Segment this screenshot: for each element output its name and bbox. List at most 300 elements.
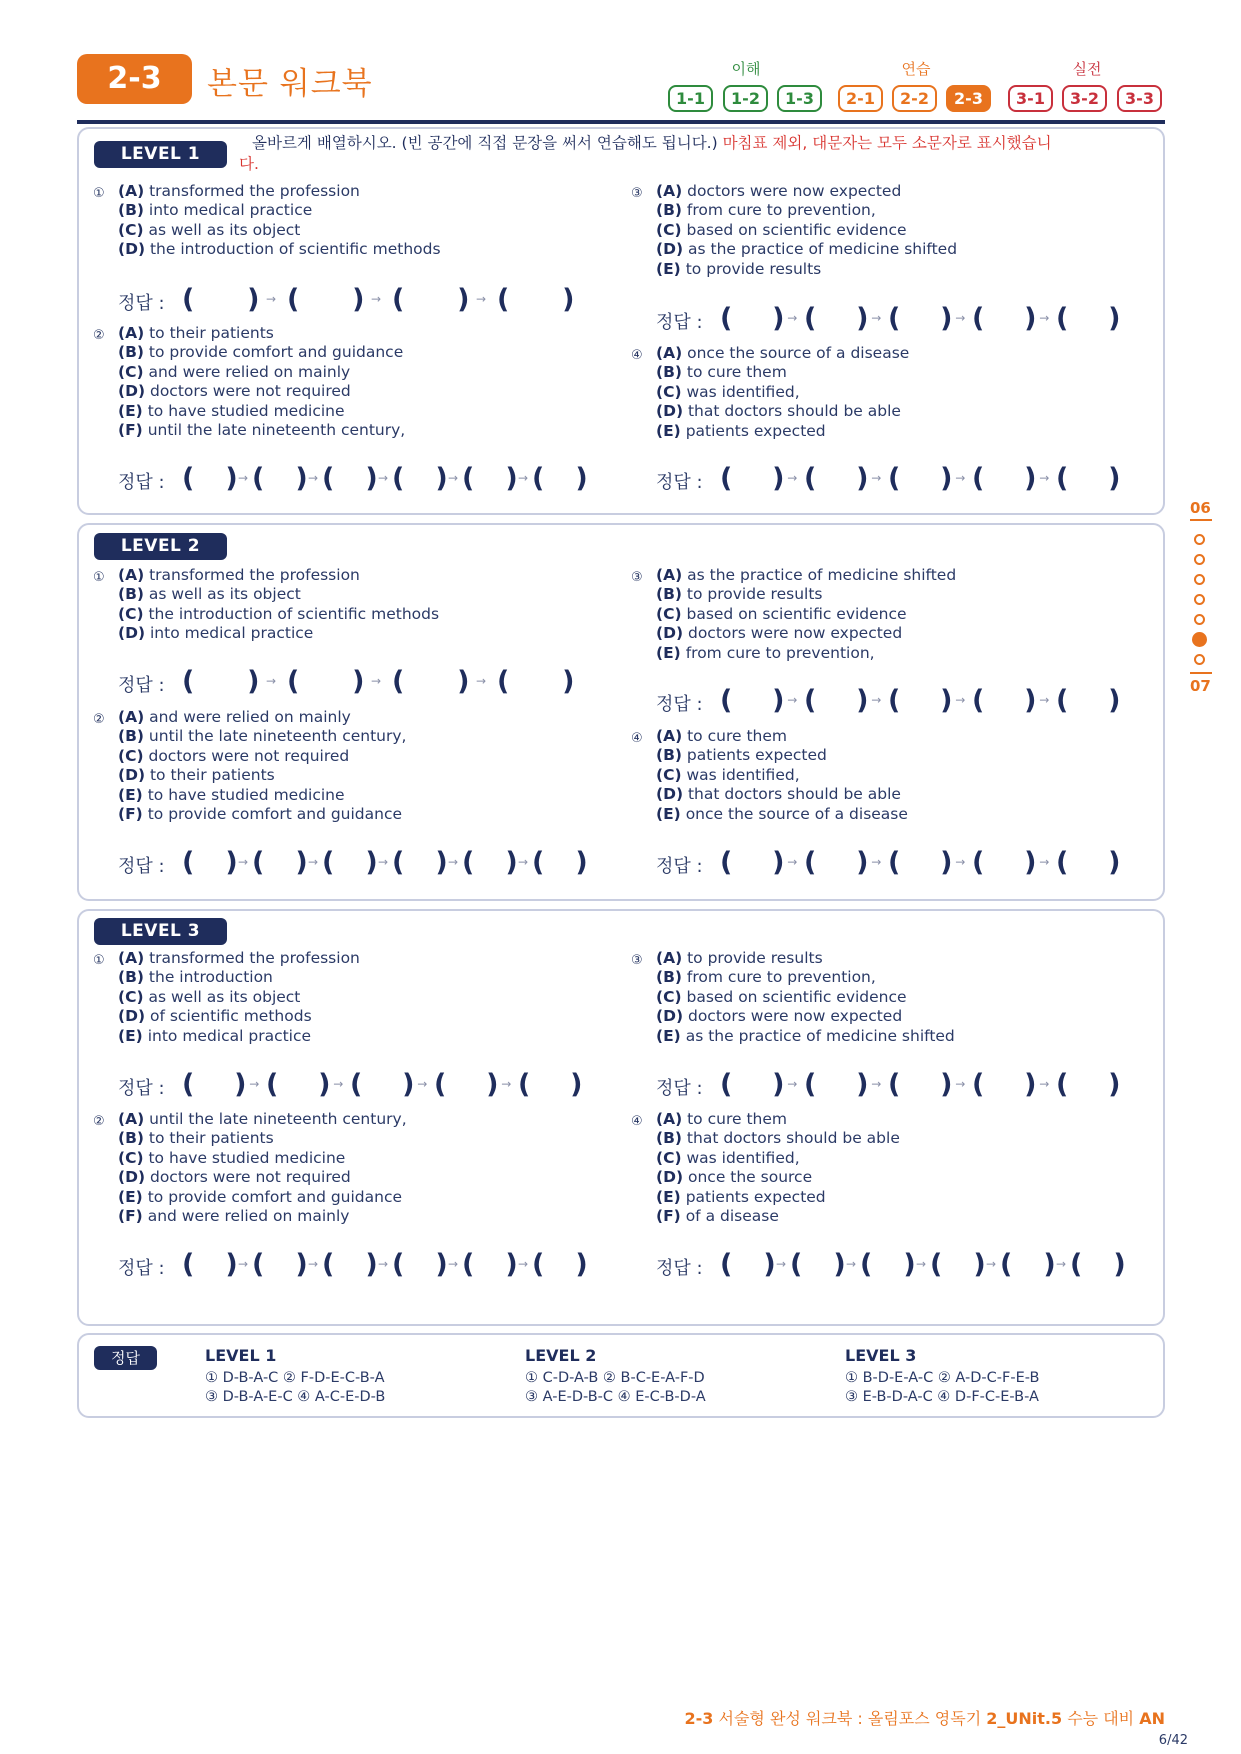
answer-slot-open[interactable]: ( (888, 463, 901, 494)
answer-slot-close[interactable]: ) (856, 847, 869, 878)
option-text: into medical practice (147, 1026, 312, 1045)
option-letter: (E) (118, 1187, 143, 1206)
answer-slot-close[interactable]: ) (903, 1249, 916, 1280)
answer-slot-close[interactable]: ) (856, 685, 869, 716)
option-row (656, 644, 956, 663)
arrow-icon: → (776, 1257, 787, 1271)
answer-slot-open[interactable]: ( (930, 1249, 943, 1280)
answer-slot-close[interactable]: ) (772, 685, 785, 716)
option-row (656, 988, 955, 1007)
option-row (656, 1149, 900, 1168)
option-row (656, 566, 956, 585)
arrow-icon: → (871, 855, 882, 869)
answer-slot-open[interactable]: ( (434, 1069, 447, 1100)
option-letter: (A) (656, 566, 683, 584)
option-row (118, 1027, 360, 1046)
option-text: patients expected (686, 746, 827, 765)
option-row (656, 1129, 900, 1148)
answer-slot-close[interactable]: ) (1024, 303, 1037, 334)
answer-slot-open[interactable]: ( (972, 463, 985, 494)
option-letter: (E) (656, 804, 681, 823)
answer-slot-open[interactable]: ( (972, 1069, 985, 1100)
option-row (656, 766, 908, 785)
answer-label: 정답 : (656, 472, 703, 493)
side-divider-bottom (1190, 672, 1212, 674)
chip-2-2[interactable]: 2-2 (892, 85, 937, 112)
arrow-icon: → (986, 1257, 997, 1271)
chip-3-3[interactable]: 3-3 (1117, 85, 1162, 112)
option-text: from cure to prevention, (685, 643, 875, 662)
option-letter: (A) (656, 727, 683, 745)
arrow-icon: → (476, 674, 487, 688)
answer-slot-open[interactable]: ( (287, 284, 300, 315)
arrow-icon: → (378, 1257, 389, 1271)
option-letter: (A) (118, 324, 145, 342)
option-letter: (C) (656, 604, 682, 623)
key-level-2-title: LEVEL 2 (525, 1346, 597, 1365)
option-letter: (A) (118, 182, 145, 200)
answer-slot-close[interactable]: ) (940, 685, 953, 716)
option-letter: (C) (118, 220, 144, 239)
option-row (118, 624, 439, 643)
answer-slot-open[interactable]: ( (804, 685, 817, 716)
answer-slot-close[interactable]: ) (570, 1069, 583, 1100)
answer-slot-open[interactable]: ( (720, 463, 733, 494)
answer-label: 정답 : (656, 856, 703, 877)
answer-slot-open[interactable]: ( (392, 1249, 405, 1280)
arrow-icon: → (846, 1257, 857, 1271)
option-text: patients expected (685, 421, 826, 440)
answer-slot-open[interactable]: ( (322, 847, 335, 878)
option-letter: (C) (656, 765, 682, 784)
option-text: that doctors should be able (687, 402, 901, 421)
option-letter: (A) (656, 182, 683, 200)
option-letter: (C) (656, 1148, 682, 1167)
answer-label: 정답 : (656, 312, 703, 333)
arrow-icon: → (787, 471, 798, 485)
arrow-icon: → (238, 1257, 249, 1271)
option-letter: (B) (118, 201, 144, 220)
option-text: into medical practice (148, 201, 313, 220)
answer-slot-close[interactable]: ) (1024, 685, 1037, 716)
arrow-icon: → (333, 1077, 344, 1091)
answer-slot-close[interactable]: ) (973, 1249, 986, 1280)
option-row (118, 324, 405, 343)
answer-label: 정답 : (118, 675, 165, 696)
arrow-icon: → (448, 1257, 459, 1271)
option-text: was identified, (686, 765, 800, 784)
option-row (656, 402, 909, 421)
answer-slot-close[interactable]: ) (435, 1249, 448, 1280)
answer-slot-open[interactable]: ( (518, 1069, 531, 1100)
option-text: transformed the profession (149, 182, 360, 200)
answer-slot-open[interactable]: ( (804, 303, 817, 334)
instruction-note-wrap: 다. (239, 155, 259, 173)
chip-1-3[interactable]: 1-3 (777, 85, 822, 112)
answer-slot-close[interactable]: ) (365, 1249, 378, 1280)
answer-slot-close[interactable]: ) (856, 1069, 869, 1100)
option-letter: (D) (118, 1007, 146, 1026)
answer-slot-open[interactable]: ( (392, 463, 405, 494)
arrow-icon: → (417, 1077, 428, 1091)
answer-slot-open[interactable]: ( (804, 463, 817, 494)
level-2-badge: LEVEL 2 (94, 533, 227, 560)
answer-slot-open[interactable]: ( (1056, 685, 1069, 716)
option-text: to have studied medicine (148, 1148, 346, 1167)
level-3-question-2 (631, 949, 955, 1046)
answer-slot-open[interactable]: ( (720, 1069, 733, 1100)
answer-slot-open[interactable]: ( (860, 1249, 873, 1280)
option-row (118, 585, 439, 604)
answer-slot-close[interactable]: ) (575, 847, 588, 878)
section-badge: 2-3 (77, 54, 192, 104)
question-number: ② (93, 328, 105, 343)
answer-slot-open[interactable]: ( (462, 463, 475, 494)
option-row (656, 746, 908, 765)
level-1-question-3 (93, 324, 406, 440)
chip-1-2[interactable]: 1-2 (723, 85, 768, 112)
answer-slot-close[interactable]: ) (833, 1249, 846, 1280)
chip-3-2[interactable]: 3-2 (1062, 85, 1107, 112)
question-number: ① (93, 953, 105, 968)
option-text: to provide comfort and guidance (147, 1187, 403, 1206)
answer-slot-open[interactable]: ( (1070, 1249, 1083, 1280)
answer-slot-open[interactable]: ( (462, 847, 475, 878)
option-letter: (D) (656, 624, 684, 643)
side-divider-top (1190, 519, 1212, 521)
arrow-icon: → (955, 471, 966, 485)
answer-slot-close[interactable]: ) (295, 463, 308, 494)
side-index-top: 06 (1190, 499, 1211, 517)
answer-label: 정답 : (656, 1078, 703, 1099)
option-text: and were relied on mainly (149, 708, 351, 726)
answer-slot-close[interactable]: ) (457, 284, 470, 315)
option-row (118, 1110, 407, 1129)
answer-slot-close[interactable]: ) (856, 303, 869, 334)
answer-slot-open[interactable]: ( (532, 463, 545, 494)
answer-slot-open[interactable]: ( (804, 1069, 817, 1100)
answer-slot-close[interactable]: ) (940, 303, 953, 334)
answer-slot-close[interactable]: ) (772, 1069, 785, 1100)
option-letter: (E) (118, 785, 143, 804)
page-number: 6/42 (1158, 1733, 1188, 1748)
answer-slot-close[interactable]: ) (505, 1249, 518, 1280)
answer-slot-open[interactable]: ( (1056, 463, 1069, 494)
answer-slot-close[interactable]: ) (247, 666, 260, 697)
answer-slot-close[interactable]: ) (225, 847, 238, 878)
level-2-answer-line-2[interactable] (656, 685, 1121, 717)
answer-slot-close[interactable]: ) (1024, 463, 1037, 494)
answer-slot-open[interactable]: ( (1056, 303, 1069, 334)
answer-slot-open[interactable]: ( (252, 463, 265, 494)
option-row (656, 201, 957, 220)
option-text: based on scientific evidence (686, 220, 907, 239)
level-2-answer-line-3[interactable] (118, 847, 588, 879)
answer-slot-close[interactable]: ) (365, 847, 378, 878)
option-row (118, 968, 360, 987)
arrow-icon: → (378, 471, 389, 485)
answer-slot-open[interactable]: ( (266, 1069, 279, 1100)
level-2-question-4 (631, 727, 908, 824)
answer-slot-open[interactable]: ( (888, 685, 901, 716)
option-row (656, 344, 909, 363)
option-letter: (A) (118, 1110, 145, 1128)
answer-slot-open[interactable]: ( (720, 847, 733, 878)
level-1-question-2 (631, 182, 958, 279)
answer-slot-close[interactable]: ) (486, 1069, 499, 1100)
arrow-icon: → (266, 292, 277, 306)
option-row (118, 1149, 407, 1168)
answer-slot-open[interactable]: ( (392, 284, 405, 315)
answer-slot-open[interactable]: ( (350, 1069, 363, 1100)
question-number: ④ (631, 348, 643, 363)
answer-slot-open[interactable]: ( (322, 463, 335, 494)
side-dot-5 (1194, 614, 1205, 625)
option-letter: (D) (656, 240, 684, 259)
answer-slot-open[interactable]: ( (182, 1249, 195, 1280)
option-row (656, 585, 956, 604)
option-letter: (D) (656, 1168, 684, 1187)
option-text: the introduction (148, 968, 273, 987)
option-text: to cure them (687, 727, 787, 745)
option-row (118, 708, 406, 727)
answer-slot-open[interactable]: ( (532, 1249, 545, 1280)
answer-slot-open[interactable]: ( (888, 303, 901, 334)
answer-slot-open[interactable]: ( (720, 685, 733, 716)
side-dot-1 (1194, 534, 1205, 545)
answer-slot-close[interactable]: ) (505, 463, 518, 494)
answer-slot-close[interactable]: ) (234, 1069, 247, 1100)
answer-slot-close[interactable]: ) (1113, 1249, 1126, 1280)
option-text: to provide results (687, 949, 823, 967)
arrow-icon: → (249, 1077, 260, 1091)
level-1-answer-line-2[interactable] (656, 303, 1121, 335)
question-number: ④ (631, 731, 643, 746)
chip-1-1[interactable]: 1-1 (668, 85, 713, 112)
answer-slot-open[interactable]: ( (392, 666, 405, 697)
arrow-icon: → (787, 1077, 798, 1091)
answer-slot-close[interactable]: ) (1108, 1069, 1121, 1100)
option-text: and were relied on mainly (148, 362, 351, 381)
option-row (118, 363, 405, 382)
option-row (118, 949, 360, 968)
answer-slot-close[interactable]: ) (1108, 463, 1121, 494)
level-3-answer-line-4[interactable] (656, 1249, 1126, 1281)
level-1-answer-line-4[interactable] (656, 463, 1121, 495)
arrow-icon: → (1039, 1077, 1050, 1091)
answer-slot-close[interactable]: ) (772, 463, 785, 494)
answer-slot-close[interactable]: ) (1108, 685, 1121, 716)
option-text: the introduction of scientific methods (149, 240, 441, 259)
level-2-question-3 (93, 708, 407, 824)
option-row (656, 383, 909, 402)
answer-slot-open[interactable]: ( (287, 666, 300, 697)
answer-slot-open[interactable]: ( (804, 847, 817, 878)
answer-slot-close[interactable]: ) (940, 847, 953, 878)
arrow-icon: → (371, 292, 382, 306)
answer-slot-close[interactable]: ) (1024, 847, 1037, 878)
chip-2-3[interactable]: 2-3 (946, 85, 991, 112)
chip-3-1[interactable]: 3-1 (1008, 85, 1053, 112)
option-text: was identified, (686, 1148, 800, 1167)
level-2-answer-line-1[interactable] (118, 666, 575, 698)
answer-slot-close[interactable]: ) (225, 1249, 238, 1280)
answer-slot-close[interactable]: ) (772, 847, 785, 878)
option-row (118, 421, 405, 440)
level-1-answer-line-3[interactable] (118, 463, 588, 495)
option-text: to have studied medicine (147, 401, 345, 420)
answer-slot-open[interactable]: ( (888, 1069, 901, 1100)
answer-slot-close[interactable]: ) (856, 463, 869, 494)
option-text: doctors were not required (149, 1168, 351, 1187)
arrow-icon: → (308, 1257, 319, 1271)
answer-slot-close[interactable]: ) (575, 1249, 588, 1280)
key-level-3-title: LEVEL 3 (845, 1346, 917, 1365)
page-title: 본문 워크북 (207, 66, 373, 102)
arrow-icon: → (378, 855, 389, 869)
option-text: to cure them (687, 1110, 787, 1128)
option-text: until the late nineteenth century, (148, 727, 407, 746)
level-3-answer-line-1[interactable] (118, 1069, 583, 1101)
question-number: ② (93, 1114, 105, 1129)
key-level-3-line-2: ③ E-B-D-A-C ④ D-F-C-E-B-A (845, 1389, 1039, 1405)
answer-slot-close[interactable]: ) (352, 284, 365, 315)
instruction-text: 올바르게 배열하시오. (빈 공간에 직접 문장을 써서 연습해도 됩니다.) (252, 134, 718, 152)
answer-slot-close[interactable]: ) (457, 666, 470, 697)
option-row (656, 1207, 900, 1226)
answer-slot-open[interactable]: ( (497, 284, 510, 315)
answer-slot-close[interactable]: ) (763, 1249, 776, 1280)
answer-slot-open[interactable]: ( (790, 1249, 803, 1280)
answer-slot-close[interactable]: ) (1108, 303, 1121, 334)
option-letter: (C) (656, 987, 682, 1006)
answer-slot-open[interactable]: ( (972, 847, 985, 878)
option-letter: (C) (118, 1148, 144, 1167)
answer-slot-open[interactable]: ( (182, 284, 195, 315)
answer-slot-close[interactable]: ) (295, 847, 308, 878)
arrow-icon: → (308, 471, 319, 485)
option-text: as well as its object (148, 987, 301, 1006)
answer-slot-open[interactable]: ( (720, 1249, 733, 1280)
option-letter: (C) (656, 382, 682, 401)
answer-slot-close[interactable]: ) (225, 463, 238, 494)
answer-slot-close[interactable]: ) (247, 284, 260, 315)
option-letter: (E) (656, 421, 681, 440)
arrow-icon: → (238, 471, 249, 485)
answer-slot-open[interactable]: ( (252, 847, 265, 878)
answer-slot-open[interactable]: ( (1000, 1249, 1013, 1280)
question-number: ① (93, 570, 105, 585)
answer-slot-close[interactable]: ) (1024, 1069, 1037, 1100)
option-row (656, 1110, 900, 1129)
answer-slot-close[interactable]: ) (435, 847, 448, 878)
option-letter: (B) (118, 343, 144, 362)
answer-slot-close[interactable]: ) (940, 463, 953, 494)
answer-slot-open[interactable]: ( (182, 463, 195, 494)
level-3-question-1 (93, 949, 360, 1046)
option-text: to their patients (149, 766, 275, 785)
answer-slot-close[interactable]: ) (352, 666, 365, 697)
option-letter: (B) (656, 746, 682, 765)
group-label-practice: 연습 (901, 60, 931, 78)
answer-slot-open[interactable]: ( (462, 1249, 475, 1280)
option-row (118, 1129, 407, 1148)
arrow-icon: → (871, 471, 882, 485)
arrow-icon: → (955, 855, 966, 869)
option-letter: (A) (118, 949, 145, 967)
option-row (656, 1027, 955, 1046)
option-row (656, 1188, 900, 1207)
arrow-icon: → (1039, 693, 1050, 707)
option-letter: (D) (118, 624, 146, 643)
answer-slot-open[interactable]: ( (972, 685, 985, 716)
level-1-answer-line-1[interactable] (118, 284, 575, 316)
answer-slot-open[interactable]: ( (888, 847, 901, 878)
answer-slot-close[interactable]: ) (295, 1249, 308, 1280)
answer-slot-close[interactable]: ) (940, 1069, 953, 1100)
answer-label: 정답 : (118, 472, 165, 493)
option-row (656, 785, 908, 804)
option-letter: (D) (118, 240, 146, 259)
answer-slot-close[interactable]: ) (575, 463, 588, 494)
option-letter: (B) (118, 585, 144, 604)
answer-slot-open[interactable]: ( (322, 1249, 335, 1280)
arrow-icon: → (787, 693, 798, 707)
answer-slot-close[interactable]: ) (562, 284, 575, 315)
answer-slot-open[interactable]: ( (720, 303, 733, 334)
answer-slot-open[interactable]: ( (532, 847, 545, 878)
option-text: to provide results (686, 585, 823, 604)
side-dot-3 (1194, 574, 1205, 585)
option-letter: (E) (118, 1026, 143, 1045)
level-3-answer-line-3[interactable] (118, 1249, 588, 1281)
answer-slot-open[interactable]: ( (392, 847, 405, 878)
answer-slot-open[interactable]: ( (252, 1249, 265, 1280)
chip-2-1[interactable]: 2-1 (838, 85, 883, 112)
level-3-answer-line-2[interactable] (656, 1069, 1121, 1101)
answer-slot-close[interactable]: ) (1043, 1249, 1056, 1280)
option-row (118, 1168, 407, 1187)
option-letter: (E) (656, 259, 681, 278)
option-row (118, 766, 406, 785)
answer-slot-open[interactable]: ( (182, 1069, 195, 1100)
answer-slot-close[interactable]: ) (435, 463, 448, 494)
option-letter: (B) (118, 1129, 144, 1148)
option-text: as the practice of medicine shifted (685, 1026, 955, 1045)
answer-slot-close[interactable]: ) (402, 1069, 415, 1100)
answer-slot-open[interactable]: ( (182, 847, 195, 878)
option-letter: (F) (118, 421, 143, 440)
option-letter: (B) (656, 968, 682, 987)
option-text: to have studied medicine (147, 785, 345, 804)
side-index-bottom: 07 (1190, 677, 1211, 695)
answer-slot-open[interactable]: ( (1056, 847, 1069, 878)
answer-slot-close[interactable]: ) (772, 303, 785, 334)
answer-slot-close[interactable]: ) (318, 1069, 331, 1100)
option-text: to cure them (686, 363, 787, 382)
answer-slot-open[interactable]: ( (497, 666, 510, 697)
answer-slot-close[interactable]: ) (1108, 847, 1121, 878)
answer-slot-close[interactable]: ) (365, 463, 378, 494)
answer-slot-close[interactable]: ) (505, 847, 518, 878)
answer-slot-open[interactable]: ( (972, 303, 985, 334)
answer-slot-close[interactable]: ) (562, 666, 575, 697)
level-2-answer-line-4[interactable] (656, 847, 1121, 879)
option-text: doctors were now expected (687, 624, 903, 643)
option-letter: (A) (118, 708, 145, 726)
answer-slot-open[interactable]: ( (182, 666, 195, 697)
answer-slot-open[interactable]: ( (1056, 1069, 1069, 1100)
